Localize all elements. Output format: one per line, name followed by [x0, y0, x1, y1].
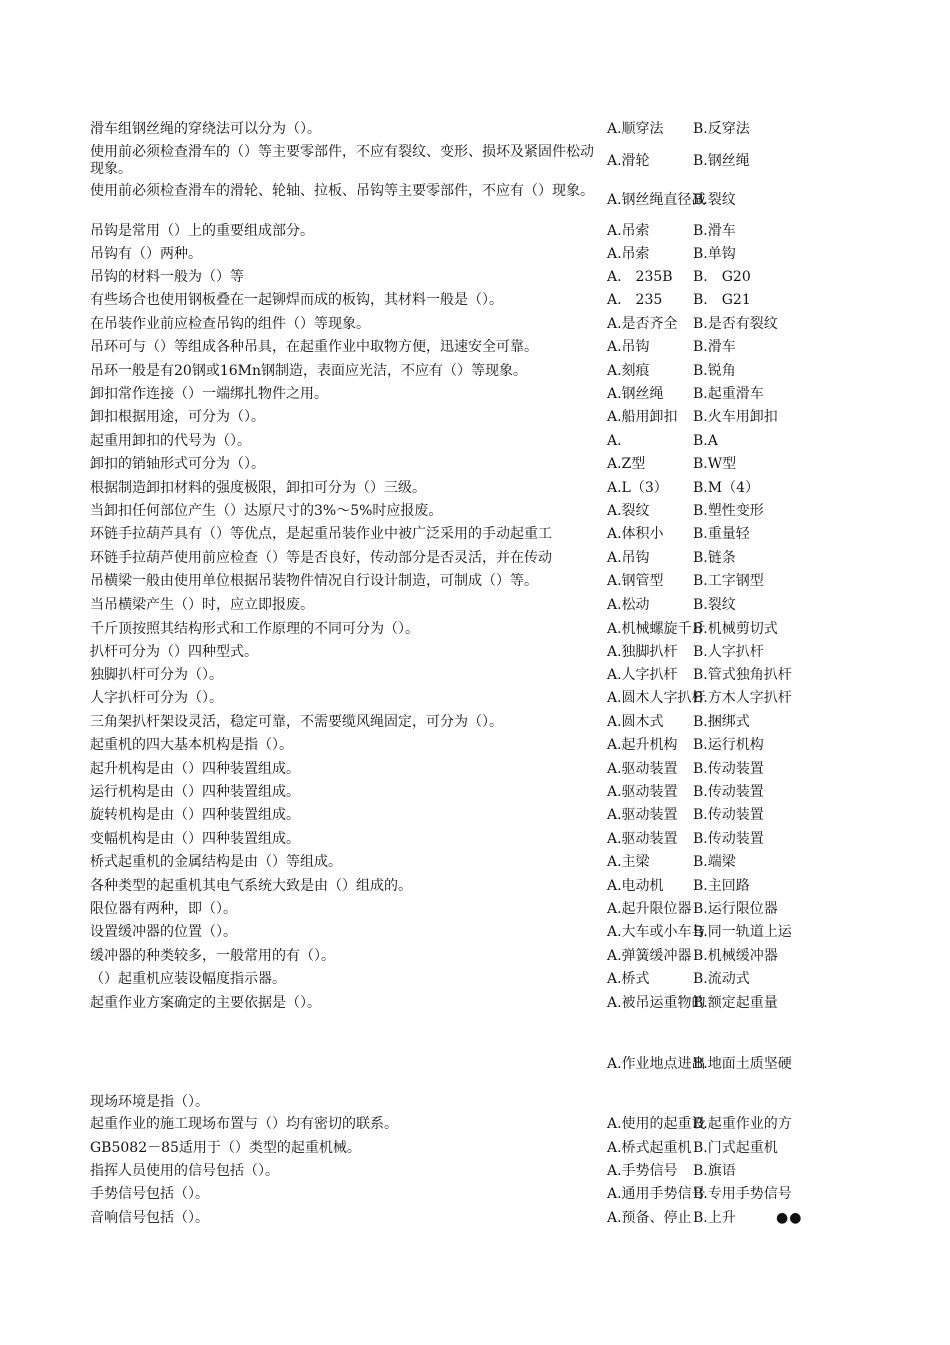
- option-a: A.预备、停止: [607, 1210, 692, 1226]
- option-b: B.是否有裂纹: [693, 316, 778, 332]
- option-b: B.A: [693, 433, 718, 449]
- question-text: 运行机构是由（）四种装置组成。: [90, 784, 300, 800]
- option-a: A.桥式: [607, 971, 650, 987]
- option-a: A.起升机构: [607, 737, 678, 753]
- option-b: B.地面土质坚硬: [693, 1056, 792, 1072]
- option-a: A.钢管型: [607, 573, 664, 589]
- question-text: 起重作业的施工现场布置与（）均有密切的联系。: [90, 1116, 398, 1132]
- option-a: A.吊索: [607, 246, 650, 262]
- option-a: A.电动机: [607, 878, 664, 894]
- option-a: A.作业地点进出: [607, 1056, 706, 1072]
- option-a: A.船用卸扣: [607, 409, 678, 425]
- question-text: 起重作业方案确定的主要依据是（）。: [90, 995, 321, 1011]
- option-b: B.端梁: [693, 854, 736, 870]
- question-text: 桥式起重机的金属结构是由（）等组成。: [90, 854, 342, 870]
- question-text: 现场环境是指（）。: [90, 1094, 209, 1110]
- option-b: B.火车用卸扣: [693, 409, 778, 425]
- question-text: 使用前必须检查滑车的滑轮、轮轴、拉板、吊钩等主要零部件，不应有（）现象。: [90, 183, 594, 199]
- question-text: 千斤顶按照其结构形式和工作原理的不同可分为（）。: [90, 621, 419, 637]
- option-b: B.流动式: [693, 971, 750, 987]
- option-b: B.传动装置: [693, 784, 764, 800]
- question-text: 指挥人员使用的信号包括（）。: [90, 1163, 279, 1179]
- question-text: 人字扒杆可分为（）。: [90, 690, 223, 706]
- question-text: GB5082－85适用于（）类型的起重机械。: [90, 1140, 361, 1156]
- option-a: A.顺穿法: [607, 121, 664, 137]
- question-text: 吊环可与（）等组成各种吊具，在起重作业中取物方便，迅速安全可靠。: [90, 339, 538, 355]
- question-text: 音响信号包括（）。: [90, 1210, 209, 1226]
- option-b: B.传动装置: [693, 807, 764, 823]
- question-text: 起升机构是由（）四种装置组成。: [90, 761, 300, 777]
- option-b: B.门式起重机: [693, 1140, 778, 1156]
- question-text: 滑车组钢丝绳的穿绕法可以分为（）。: [90, 121, 321, 137]
- option-a: A.松动: [607, 597, 650, 613]
- option-a: A.通用手势信号: [607, 1186, 706, 1202]
- option-b: B.额定起重量: [693, 995, 778, 1011]
- option-b: B.M（4）: [693, 480, 759, 496]
- option-a: A.驱动装置: [607, 831, 678, 847]
- option-b: B.锐角: [693, 363, 736, 379]
- question-text: 根据制造卸扣材料的强度极限，卸扣可分为（）三级。: [90, 480, 426, 496]
- question-text: （）起重机应装设幅度指示器。: [90, 971, 286, 987]
- option-a: A.吊索: [607, 223, 650, 239]
- option-b: B.机械剪切式: [693, 621, 778, 637]
- option-b: B.主回路: [693, 878, 750, 894]
- option-a: A. 235B: [607, 269, 673, 285]
- option-a: A.圆木式: [607, 714, 664, 730]
- question-text: 吊环一般是有20钢或16Mn钢制造，表面应光洁，不应有（）等现象。: [90, 363, 527, 379]
- question-text: 手势信号包括（）。: [90, 1186, 209, 1202]
- option-b: B.起重滑车: [693, 386, 764, 402]
- question-text: 吊钩是常用（）上的重要组成部分。: [90, 223, 314, 239]
- option-b: B.滑车: [693, 339, 736, 355]
- option-b: B.机械缓冲器: [693, 948, 778, 964]
- question-text: 起重机的四大基本机构是指（）。: [90, 737, 293, 753]
- option-b: B.人字扒杆: [693, 644, 764, 660]
- option-a: A.滑轮: [607, 153, 650, 169]
- option-a: A.独脚扒杆: [607, 644, 678, 660]
- option-a: A.主梁: [607, 854, 650, 870]
- option-b: B.方木人字扒杆: [693, 690, 792, 706]
- question-text: 缓冲器的种类较多，一般常用的有（）。: [90, 948, 335, 964]
- option-b: B.传动装置: [693, 761, 764, 777]
- option-b: B. G21: [693, 292, 751, 308]
- option-a: A.驱动装置: [607, 761, 678, 777]
- option-a: A.桥式起重机: [607, 1140, 692, 1156]
- option-b: B. G20: [693, 269, 751, 285]
- option-a: A.L（3）: [607, 480, 668, 496]
- option-a: A.: [607, 433, 622, 449]
- question-text: 扒杆可分为（）四种型式。: [90, 644, 258, 660]
- question-text: 卸扣的销轴形式可分为（）。: [90, 456, 265, 472]
- option-b: B.工字钢型: [693, 573, 764, 589]
- question-text: 三角架扒杆架设灵活，稳定可靠，不需要缆风绳固定，可分为（）。: [90, 714, 503, 730]
- option-b: B.裂纹: [693, 597, 736, 613]
- option-a: A.Z型: [607, 456, 646, 472]
- option-b: B.传动装置: [693, 831, 764, 847]
- question-text: 环链手拉葫芦使用前应检查（）等是否良好，传动部分是否灵活，并在传动: [90, 550, 552, 566]
- option-a: A.弹簧缓冲器: [607, 948, 692, 964]
- option-a: A.使用的起重设: [607, 1116, 706, 1132]
- option-a: A.被吊运重物的: [607, 995, 706, 1011]
- option-b: B.管式独角扒杆: [693, 667, 792, 683]
- option-a: A. 235: [607, 292, 663, 308]
- question-text: 设置缓冲器的位置（）。: [90, 924, 237, 940]
- option-a: A.吊钩: [607, 339, 650, 355]
- question-text: 旋转机构是由（）四种装置组成。: [90, 807, 300, 823]
- option-b: B.起重作业的方: [693, 1116, 792, 1132]
- option-b: B.同一轨道上运: [693, 924, 792, 940]
- option-b: B.运行限位器: [693, 901, 778, 917]
- question-text: 各种类型的起重机其电气系统大致是由（）组成的。: [90, 878, 412, 894]
- option-b: B.滑车: [693, 223, 736, 239]
- option-a: A.钢丝绳直径减: [607, 192, 706, 208]
- option-a: A.手势信号: [607, 1163, 678, 1179]
- option-a: A.人字扒杆: [607, 667, 678, 683]
- option-a: A.刻痕: [607, 363, 650, 379]
- option-b: B.专用手势信号: [693, 1186, 792, 1202]
- option-a: A.大车或小车与: [607, 924, 706, 940]
- option-b: B.旗语: [693, 1163, 736, 1179]
- question-text: 独脚扒杆可分为（）。: [90, 667, 223, 683]
- option-b: B.上升: [693, 1210, 736, 1226]
- question-text: 当卸扣任何部位产生（）达原尺寸的3%～5%时应报废。: [90, 503, 443, 519]
- option-b: B.反穿法: [693, 121, 750, 137]
- bullet-marks: ●●: [776, 1210, 803, 1226]
- option-b: B.单钩: [693, 246, 736, 262]
- question-text: 使用前必须检查滑车的（）等主要零部件，不应有裂纹、变形、损坏及紧固件松动现象。: [90, 144, 594, 177]
- option-b: B.W型: [693, 456, 737, 472]
- option-a: A.圆木人字扒杆: [607, 690, 706, 706]
- option-a: A.起升限位器: [607, 901, 692, 917]
- option-b: B.重量轻: [693, 526, 750, 542]
- question-text: 环链手拉葫芦具有（）等优点，是起重吊装作业中被广泛采用的手动起重工: [90, 526, 552, 542]
- option-a: A.体积小: [607, 526, 664, 542]
- question-text: 吊钩的材料一般为（）等: [90, 269, 244, 285]
- option-a: A.钢丝绳: [607, 386, 664, 402]
- option-b: B.钢丝绳: [693, 153, 750, 169]
- option-b: B.塑性变形: [693, 503, 764, 519]
- option-b: B.链条: [693, 550, 736, 566]
- question-text: 在吊装作业前应检查吊钩的组件（）等现象。: [90, 316, 370, 332]
- option-a: A.吊钩: [607, 550, 650, 566]
- question-text: 当吊横梁产生（）时，应立即报废。: [90, 597, 314, 613]
- question-text: 吊横梁一般由使用单位根据吊装物件情况自行设计制造，可制成（）等。: [90, 573, 538, 589]
- question-text: 吊钩有（）两种。: [90, 246, 202, 262]
- question-text: 起重用卸扣的代号为（）。: [90, 433, 251, 449]
- question-text: 有些场合也使用钢板叠在一起铆焊而成的板钩，其材料一般是（）。: [90, 292, 503, 308]
- option-b: B.捆绑式: [693, 714, 750, 730]
- option-a: A.机械螺旋千斤: [607, 621, 706, 637]
- option-b: B.运行机构: [693, 737, 764, 753]
- option-a: A.驱动装置: [607, 807, 678, 823]
- option-a: A.裂纹: [607, 503, 650, 519]
- question-text: 变幅机构是由（）四种装置组成。: [90, 831, 300, 847]
- option-a: A.是否齐全: [607, 316, 678, 332]
- question-text: 卸扣常作连接（）一端绑扎物件之用。: [90, 386, 328, 402]
- question-text: 卸扣根据用途，可分为（）。: [90, 409, 265, 425]
- option-a: A.驱动装置: [607, 784, 678, 800]
- option-b: B.裂纹: [693, 192, 736, 208]
- question-text: 限位器有两种，即（）。: [90, 901, 237, 917]
